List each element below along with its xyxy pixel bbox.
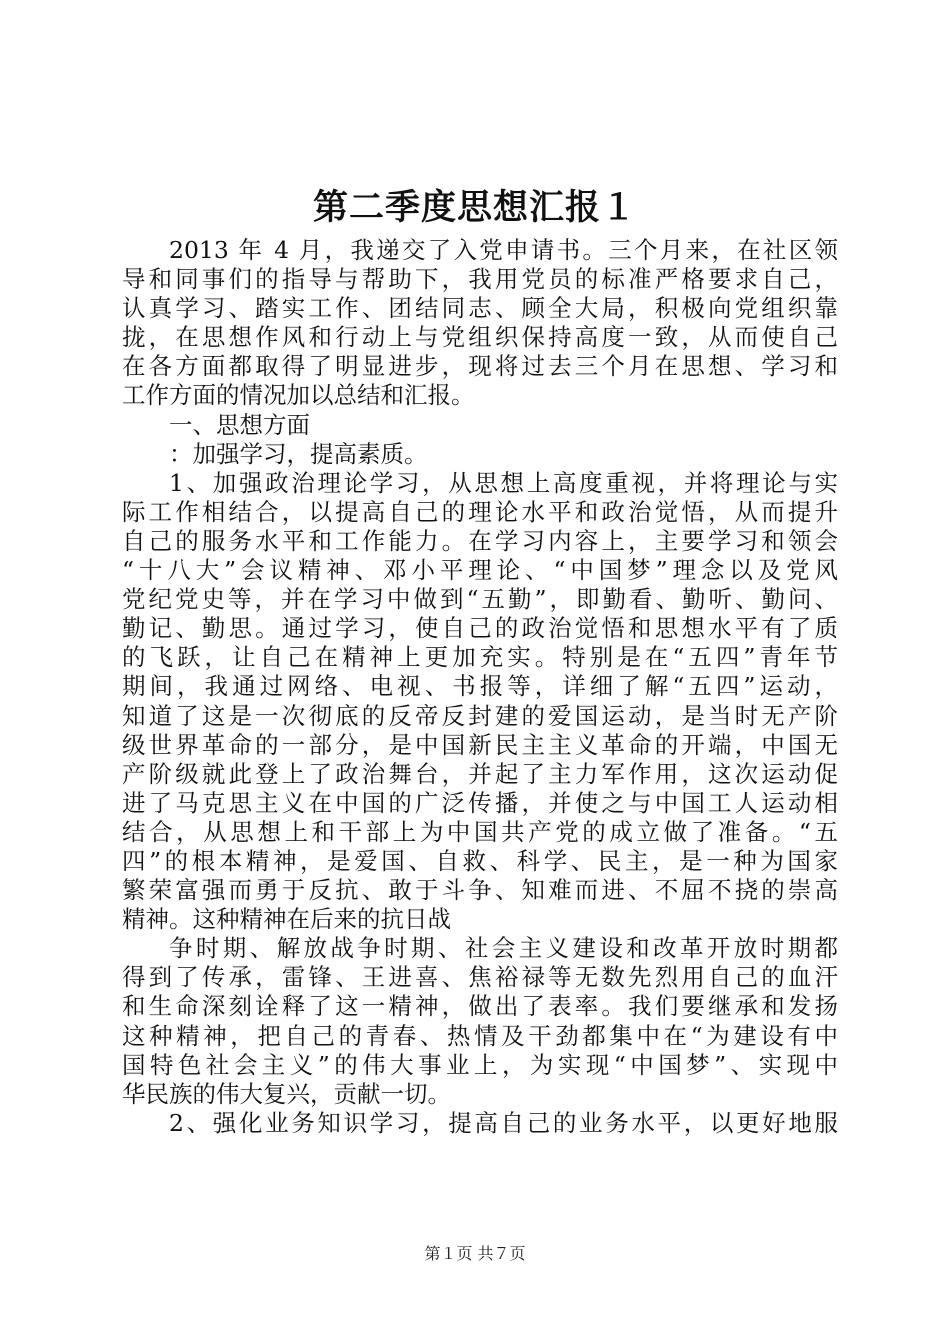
body-line: ：加强学习，提高素质。 [169,439,428,468]
body-line: 导和同事们的指导与帮助下，我用党员的标准严格要求自己， [122,265,838,294]
body-line: 进了马克思主义在中国的广泛传播，并使之与中国工人运动相 [122,788,838,817]
body-line: 期间，我通过网络、电视、书报等，详细了解“五四”运动， [122,672,838,701]
body-line: 级世界革命的一部分，是中国新民主主义革命的开端，中国无 [122,730,838,759]
body-line: 知道了这是一次彻底的反帝反封建的爱国运动，是当时无产阶 [122,701,838,730]
body-line: 一、思想方面 [169,410,310,439]
body-line: 勤记、勤思。通过学习，使自己的政治觉悟和思想水平有了质 [122,614,838,643]
body-line: 2、强化业务知识学习，提高自己的业务水平，以更好地服 [169,1108,838,1137]
body-line: 1、加强政治理论学习，从思想上高度重视，并将理论与实 [169,468,838,497]
body-line: 这种精神，把自己的青春、热情及干劲都集中在“为建设有中 [122,1021,838,1050]
body-line: 华民族的伟大复兴，贡献一切。 [122,1079,451,1108]
document-title: 第二季度思想汇报１ [312,187,637,228]
body-line: 结合，从思想上和干部上为中国共产党的成立做了准备。“五 [122,817,838,846]
body-line: 繁荣富强而勇于反抗、敢于斗争、知难而进、不屈不挠的崇高 [122,876,838,905]
body-line: 国特色社会主义”的伟大事业上，为实现“中国梦”、实现中 [122,1050,838,1079]
body-line: 2013 年 4 月，我递交了入党申请书。三个月来，在社区领 [169,236,838,264]
body-line: 四”的根本精神，是爱国、自救、科学、民主，是一种为国家 [122,846,838,875]
body-line: 党纪党史等，并在学习中做到“五勤”，即勤看、勤听、勤问、 [122,585,838,614]
body-line: 际工作相结合，以提高自己的理论水平和政治觉悟，从而提升 [122,497,838,526]
body-line: 产阶级就此登上了政治舞台，并起了主力军作用，这次运动促 [122,759,838,788]
body-line: 认真学习、踏实工作、团结同志、顾全大局，积极向党组织靠 [122,294,838,323]
page-footer: 第１页 共７页 [424,1244,526,1263]
body-line: 的飞跃，让自己在精神上更加充实。特别是在“五四”青年节 [122,643,838,672]
body-line: 拢，在思想作风和行动上与党组织保持高度一致，从而使自己 [122,323,838,352]
body-line: 精神。这种精神在后来的抗日战 [122,905,451,934]
body-line: “十八大”会议精神、邓小平理论、“中国梦”理念以及党风 [122,556,838,585]
body-line: 和生命深刻诠释了这一精神，做出了表率。我们要继承和发扬 [122,992,838,1021]
document-body [122,236,838,1138]
body-line: 工作方面的情况加以总结和汇报。 [122,381,475,410]
body-line: 得到了传承，雷锋、王进喜、焦裕禄等无数先烈用自己的血汗 [122,963,838,992]
body-line: 在各方面都取得了明显进步，现将过去三个月在思想、学习和 [122,352,838,381]
body-line: 争时期、解放战争时期、社会主义建设和改革开放时期都 [169,934,838,963]
body-line: 自己的服务水平和工作能力。在学习内容上，主要学习和领会 [122,526,838,555]
